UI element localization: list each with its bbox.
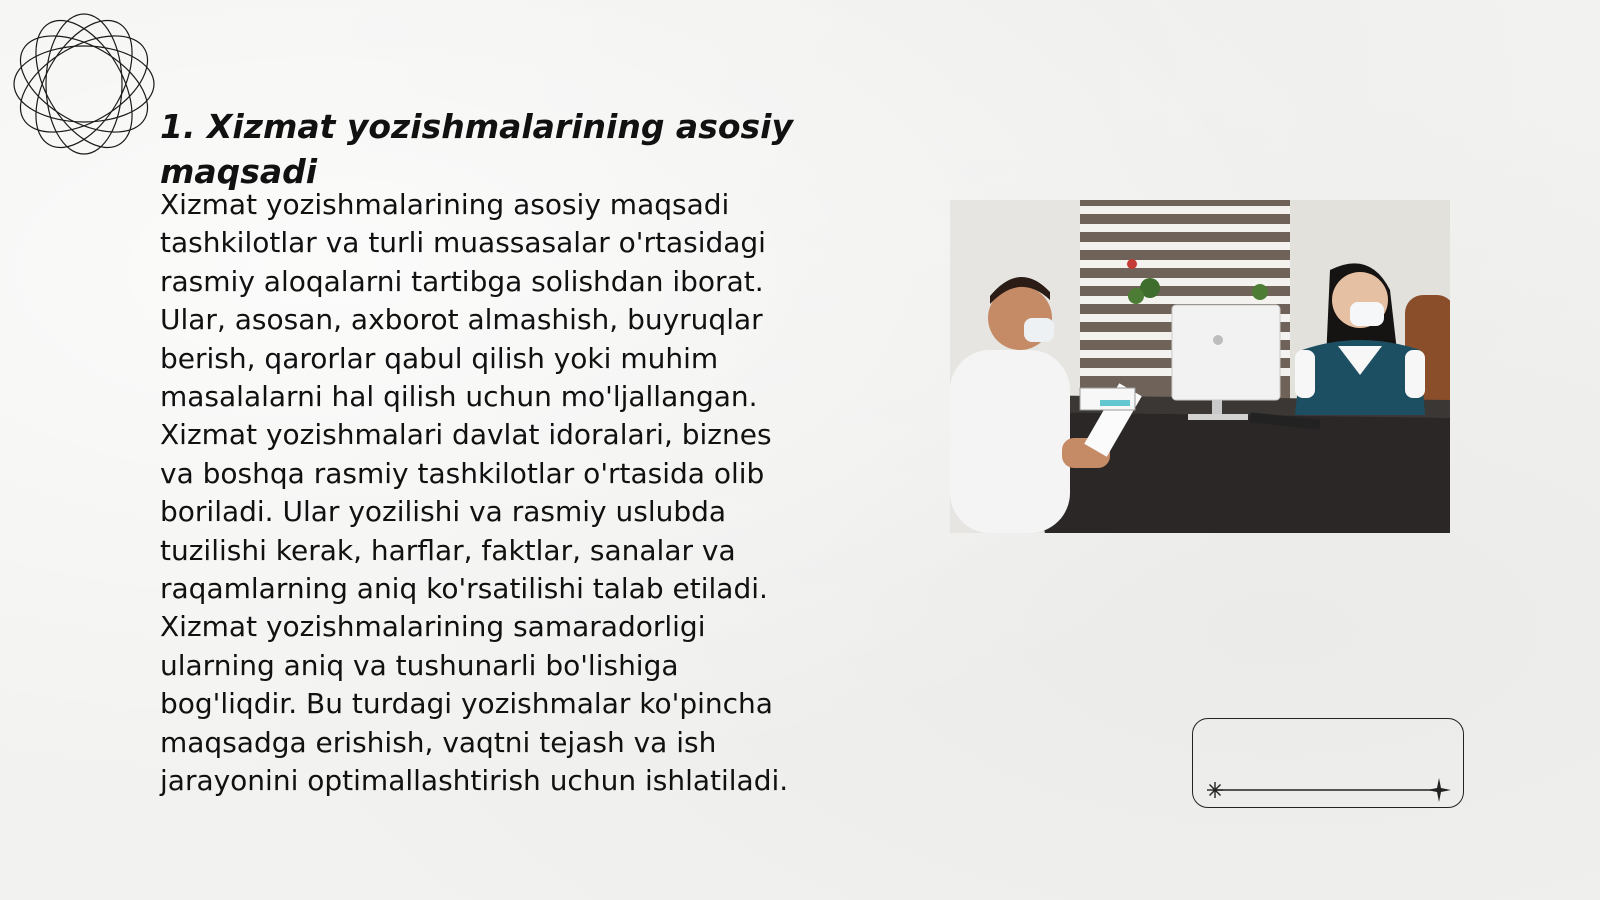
body-line: bog'liqdir. Bu turdagi yozishmalar ko'pincha [160,687,773,721]
body-line: boriladi. Ular yozilishi va rasmiy uslubda [160,495,727,529]
body-line: tuzilishi kerak, harflar, faktlar, sanalar va [160,533,736,567]
slide-body-text [160,186,860,801]
body-line: maqsadga erishish, vaqtni tejash va ish [160,725,717,759]
body-line: ularning aniq va tushunarli bo'lishiga [160,648,679,682]
body-line: rasmiy aloqalarni tartibga solishdan iborat. [160,264,764,298]
circle-ring-ornament-icon [10,10,158,158]
slide-title-line: maqsadi [160,152,318,191]
body-line: va boshqa rasmiy tashkilotlar o'rtasida olib [160,456,765,490]
office-meeting-photo [950,200,1450,533]
body-line: jarayonini optimallashtirish uchun ishlatiladi. [160,764,789,798]
body-line: Ular, asosan, axborot almashish, buyruqlar [160,303,763,337]
decorative-line-badge [1192,718,1464,808]
sparkle-icon [1207,782,1223,798]
slide-title [160,104,860,194]
body-line: berish, qarorlar qabul qilish yoki muhim [160,341,719,375]
body-line: tashkilotlar va turli muassasalar o'rtasidagi [160,226,766,260]
body-line: masalalarni hal qilish uchun mo'ljallangan. [160,380,758,414]
body-line: Xizmat yozishmalari davlat idoralari, biznes [160,418,772,452]
slide-title-line: 1. Xizmat yozishmalarining asosiy [160,107,793,146]
body-line: Xizmat yozishmalarining samaradorligi [160,610,706,644]
star-cross-icon [1427,778,1451,802]
body-line: Xizmat yozishmalarining asosiy maqsadi [160,188,730,221]
body-line: raqamlarning aniq ko'rsatilishi talab etiladi. [160,572,768,606]
